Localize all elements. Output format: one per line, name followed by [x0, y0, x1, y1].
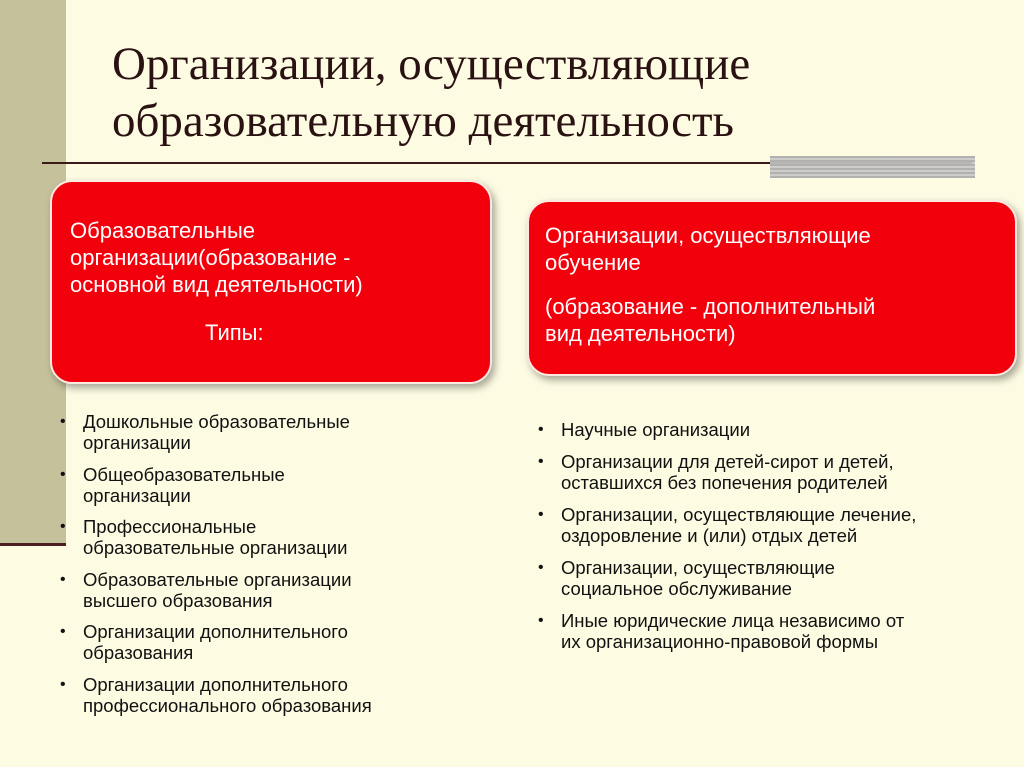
list-item-line-2: оздоровление и (или) отдых детей: [561, 525, 858, 546]
list-item: [538, 504, 1018, 546]
slide-title-line-2: образовательную деятельность: [112, 95, 734, 147]
box-right-line-2: обучение: [545, 250, 641, 275]
list-item-line-2: оставшихся без попечения родителей: [561, 472, 888, 493]
box-right-sub-line-1: (образование - дополнительный: [545, 294, 876, 319]
list-item-line-2: социальное обслуживание: [561, 578, 792, 599]
educational-organizations-text: [70, 217, 480, 298]
list-item-line-1: • Иные юридические лица независимо от: [561, 610, 905, 631]
list-item-line-1: • Дошкольные образовательные: [83, 411, 350, 432]
list-item-line-1: • Образовательные организации: [83, 568, 352, 590]
list-item: [538, 419, 1018, 440]
box-left-line-3: основной вид деятельности): [70, 272, 363, 297]
list-item: [60, 674, 480, 716]
list-item: [60, 621, 480, 663]
educational-organization-types-list: [60, 411, 480, 726]
training-organizations-note: [545, 293, 1005, 347]
list-item: [60, 464, 480, 506]
box-left-line-2: организации(образование -: [70, 245, 351, 270]
training-organization-types-list: [538, 419, 1018, 663]
list-item-line-2: профессионального образования: [83, 694, 372, 716]
list-item-line-1: • Организации дополнительного: [83, 621, 348, 642]
list-item-line-2: организации: [83, 484, 191, 506]
list-item: [60, 516, 480, 558]
list-item-line-2: их организационно-правовой формы: [561, 631, 879, 652]
list-item: [538, 557, 1018, 599]
list-item-line-1: • Организации, осуществляющие лечение,: [561, 504, 917, 525]
list-item-line-1: • Организации дополнительного: [83, 673, 348, 695]
list-item-line-2: образовательные организации: [83, 537, 348, 558]
list-item: [538, 451, 1018, 493]
types-label: Типы:: [205, 320, 264, 345]
list-item-line-1: • Общеобразовательные: [83, 463, 285, 485]
list-item-line-1: • Научные организации: [561, 419, 751, 440]
left-accent-rule: [0, 543, 66, 546]
slide-title-line-1: Организации, осуществляющие: [112, 38, 751, 90]
list-item-line-2: образования: [83, 642, 194, 663]
list-item: [538, 610, 1018, 652]
list-item-line-1: • Профессиональные: [83, 516, 257, 537]
educational-organizations-box: [50, 180, 492, 384]
list-item-line-1: • Организации для детей-сирот и детей,: [561, 451, 894, 472]
list-item-line-1: • Организации, осуществляющие: [561, 557, 835, 578]
training-organizations-text: [545, 222, 1005, 276]
box-right-line-1: Организации, осуществляющие: [545, 223, 871, 248]
slide-title: [112, 36, 972, 150]
box-right-sub-line-2: вид деятельности): [545, 321, 736, 346]
training-organizations-box: [527, 200, 1017, 376]
list-item-line-2: высшего образования: [83, 589, 273, 611]
list-item: [60, 411, 480, 453]
title-divider-accent: [770, 156, 975, 178]
list-item-line-2: организации: [83, 432, 191, 453]
box-left-line-1: Образовательные: [70, 218, 256, 243]
list-item: [60, 569, 480, 611]
